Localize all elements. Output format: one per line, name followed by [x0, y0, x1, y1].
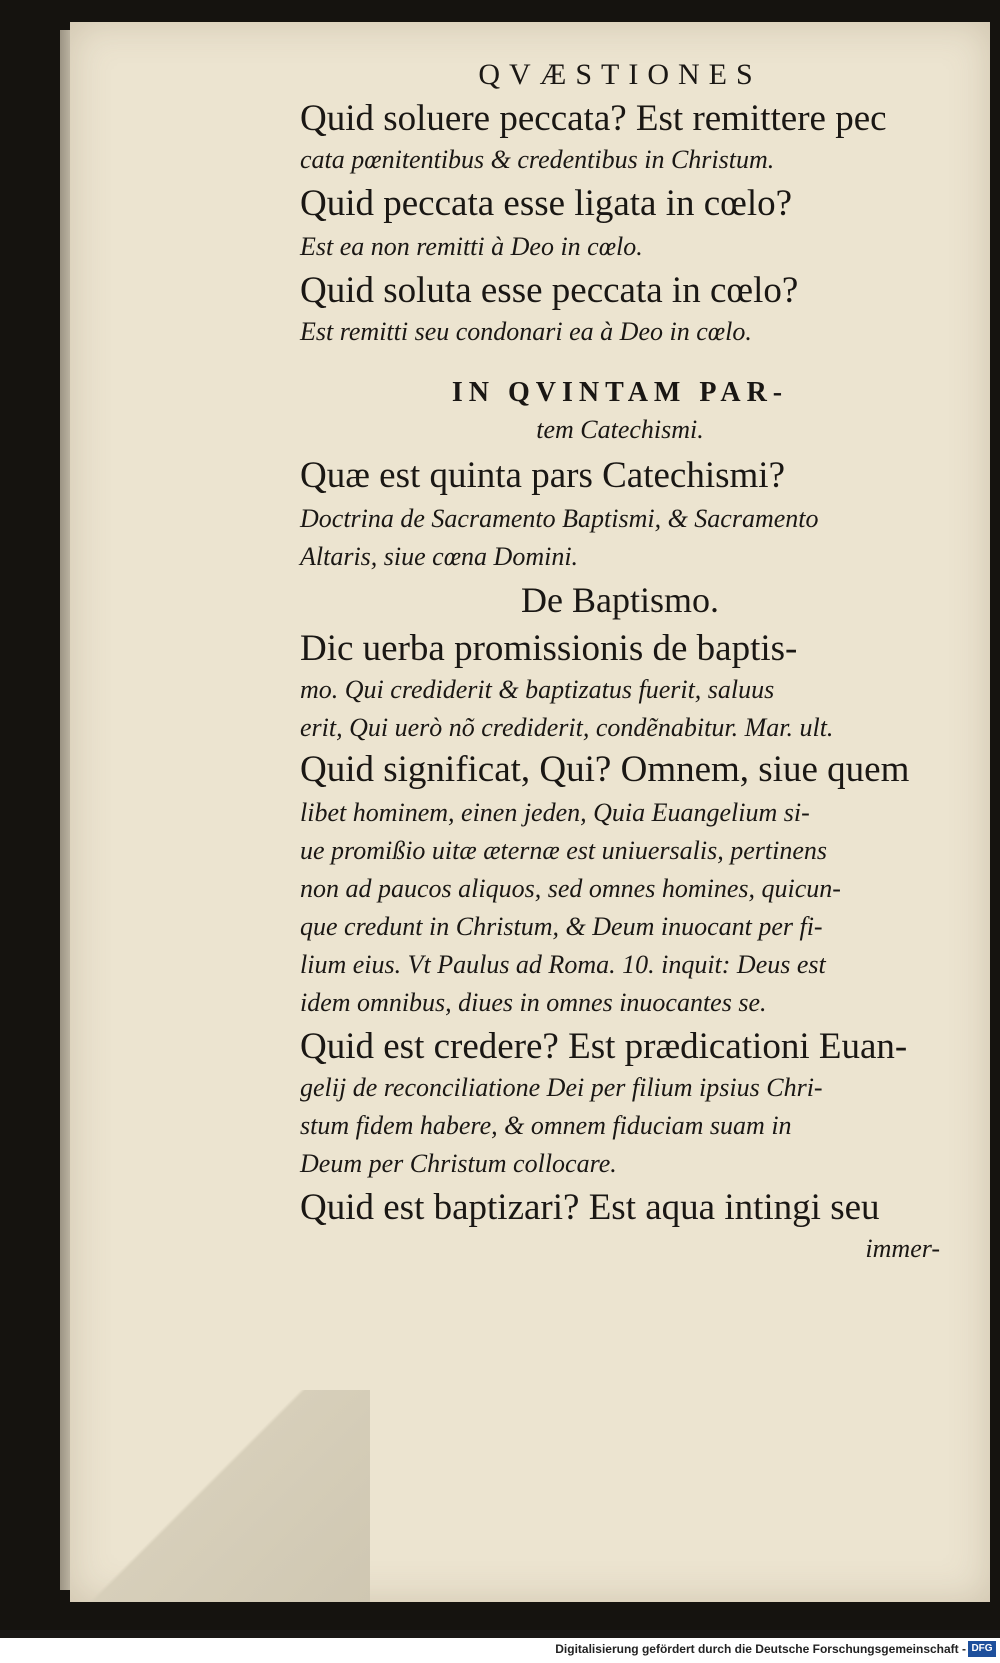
answer-line: que credunt in Christum, & Deum inuocant per fi-: [300, 912, 823, 941]
funding-credit: Digitalisierung gefördert durch die Deutsche Forschungsgemeinschaft -: [555, 1642, 966, 1656]
question-line: Quid peccata esse ligata in cœlo?: [300, 183, 793, 224]
answer-line: libet hominem, einen jeden, Quia Euangelium si-: [300, 798, 810, 827]
digitization-footer: [0, 1638, 1000, 1663]
page-text: [300, 60, 940, 1262]
question-line: Quid est credere? Est prædicationi Euan-: [300, 1026, 908, 1067]
question-line: Quid significat, Qui? Omnem, siue quem: [300, 749, 910, 790]
dfg-logo: DFG: [968, 1641, 996, 1657]
answer-line: stum fidem habere, & omnem fiduciam suam in: [300, 1111, 792, 1140]
answer-line: cata pœnitentibus & credentibus in Christum.: [300, 145, 775, 174]
answer-line: Est ea non remitti à Deo in cœlo.: [300, 232, 643, 261]
question-line: Quid soluere peccata? Est remittere pec: [300, 98, 887, 139]
question-line: Quid soluta esse peccata in cœlo?: [300, 270, 799, 311]
question-line: Dic uerba promissionis de baptis-: [300, 628, 798, 669]
chapter-heading: De Baptismo.: [521, 580, 719, 620]
catchword: immer-: [865, 1234, 940, 1263]
answer-line: Est remitti seu condonari ea à Deo in cœlo.: [300, 317, 752, 346]
section-subheading: tem Catechismi.: [536, 415, 704, 444]
section-heading: IN QVINTAM PAR-: [451, 377, 789, 408]
answer-line: lium eius. Vt Paulus ad Roma. 10. inquit: Deus est: [300, 950, 826, 979]
answer-line: erit, Qui uerò nõ crediderit, condẽnabitur. Mar. ult.: [300, 713, 834, 742]
answer-line: mo. Qui crediderit & baptizatus fuerit, saluus: [300, 675, 775, 704]
answer-line: ue promißio uitæ æternæ est uniuersalis, pertinens: [300, 836, 827, 865]
answer-line: non ad paucos aliquos, sed omnes homines, quicun-: [300, 874, 841, 903]
question-line: Quid est baptizari? Est aqua intingi seu: [300, 1187, 880, 1228]
answer-line: Doctrina de Sacramento Baptismi, & Sacramento: [300, 504, 819, 533]
running-head: QVÆSTIONES: [478, 58, 762, 91]
question-line: Quæ est quinta pars Catechismi?: [300, 455, 786, 496]
answer-line: gelij de reconciliatione Dei per filium ipsius Chri-: [300, 1073, 823, 1102]
answer-line: idem omnibus, diues in omnes inuocantes se.: [300, 988, 767, 1017]
torn-page-corner: [70, 1390, 370, 1602]
answer-line: Altaris, siue cœna Domini.: [300, 542, 579, 571]
answer-line: Deum per Christum collocare.: [300, 1149, 617, 1178]
